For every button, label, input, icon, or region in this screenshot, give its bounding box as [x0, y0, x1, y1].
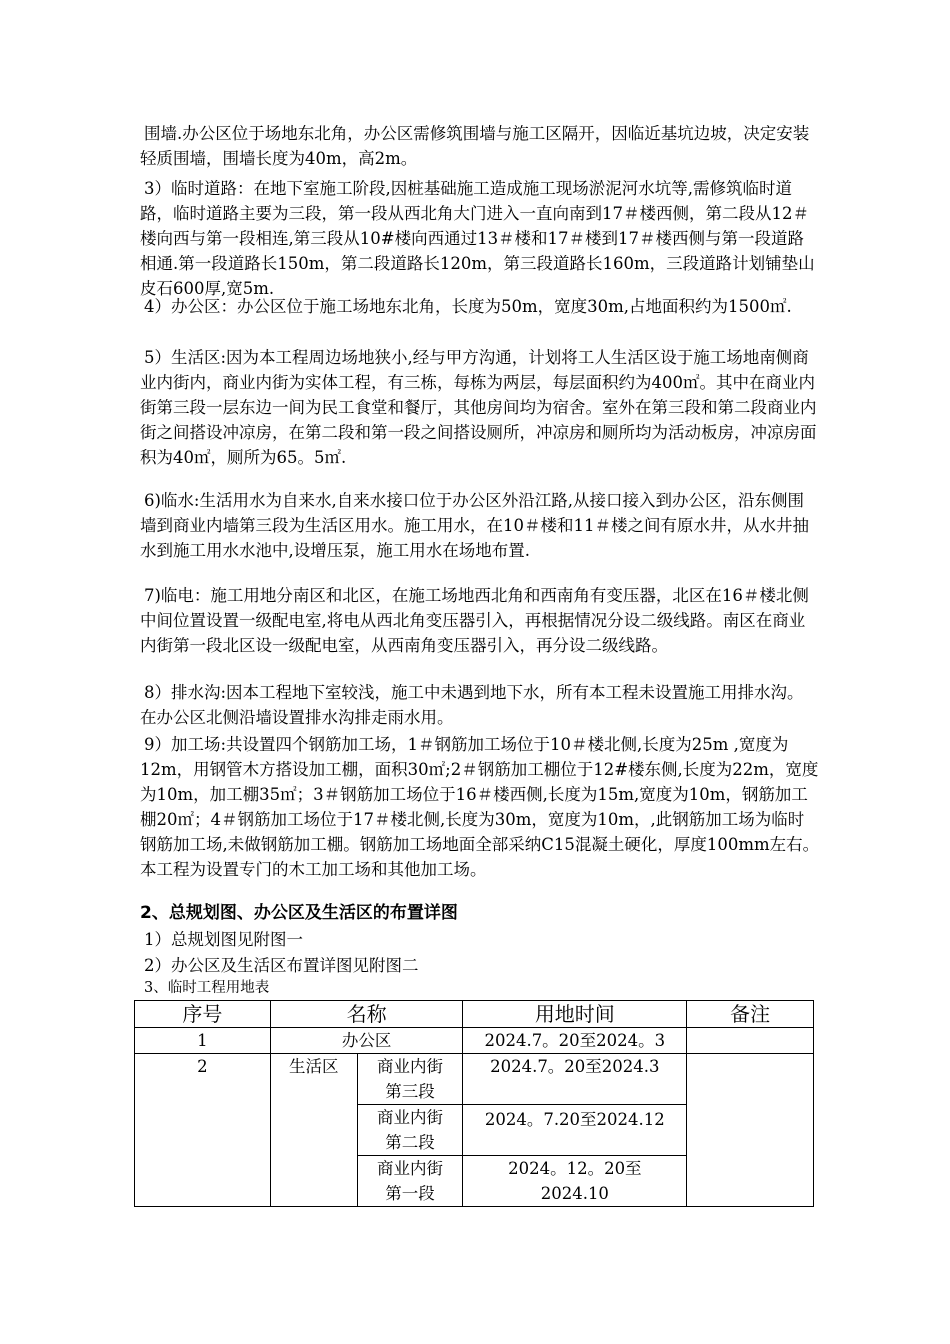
section-item-1: 1）总规划图见附图一 — [144, 930, 303, 949]
cell-remark — [687, 1028, 814, 1054]
paragraph-temporary-power: 7)临电：施工用地分南区和北区，在施工场地西北角和西南角有变压器，北区在16＃楼北侧中间位置设置一级配电室,将电从西北角变压器引入，再根据情况分设二级线路。南区在商业内街第一段北区设一级配电室，从西南角变压器引入，再分设二级线路。 — [140, 586, 809, 655]
section-heading: 2、总规划图、办公区及生活区的布置详图 — [140, 903, 458, 923]
subname-line: 商业内街 — [377, 1159, 444, 1178]
cell-name: 办公区 — [270, 1028, 463, 1054]
time-line: 2024。12。20至 — [508, 1159, 642, 1178]
subname-line: 商业内街 — [377, 1108, 444, 1127]
cell-time — [463, 1156, 687, 1207]
header-name: 名称 — [270, 1001, 463, 1028]
time-line: 2024.7。20至2024.3 — [490, 1057, 660, 1076]
table-title: 3、临时工程用地表 — [144, 980, 270, 996]
cell-subname — [357, 1054, 463, 1105]
time-line: 2024。7.20至2024.12 — [484, 1110, 665, 1129]
paragraph-office-area: 4）办公区：办公区位于施工场地东北角，长度为50m，宽度30m,占地面积约为1500㎡. — [144, 297, 792, 316]
cell-subname — [357, 1156, 463, 1207]
subname-line: 商业内街 — [377, 1057, 444, 1076]
paragraph-temporary-water: 6)临水:生活用水为自来水,自来水接口位于办公区外沿江路,从接口接入到办公区，沿东侧围墙到商业内墙第三段为生活区用水。施工用水，在10＃楼和11＃楼之间有原水井，从水井抽水到施工用水水池中,设增压泵，施工用水在场地布置. — [140, 491, 809, 560]
cell-time — [463, 1054, 687, 1105]
cell-number: 1 — [135, 1028, 271, 1054]
subname-line: 第三段 — [385, 1082, 435, 1101]
section-item-2: 2）办公区及生活区布置详图见附图二 — [144, 956, 419, 975]
header-time: 用地时间 — [463, 1001, 687, 1028]
paragraph-living-area: 5）生活区:因为本工程周边场地狭小,经与甲方沟通，计划将工人生活区设于施工场地南侧商业内街内，商业内街为实体工程，有三栋，每栋为两层，每层面积约为400㎡。其中在商业内街第三段一层东边一间为民工食堂和餐厅，其他房间均为宿舍。室外在第三段和第二段商业内街之间搭设冲凉房，在第二段和第一段之间搭设厕所，冲凉房和厕所均为活动板房，冲凉房面积为40㎡，厕所为65。5㎡. — [140, 348, 817, 467]
cell-time — [463, 1105, 687, 1156]
time-line: 2024.10 — [540, 1184, 609, 1203]
header-number: 序号 — [135, 1001, 271, 1028]
cell-name: 生活区 — [270, 1054, 357, 1207]
paragraph-temporary-road: 3）临时道路：在地下室施工阶段,因桩基础施工造成施工现场淤泥河水坑等,需修筑临时道路，临时道路主要为三段，第一段从西北角大门进入一直向南到17＃楼西侧，第二段从12＃楼向西与第一段相连,第三段从10#楼向西通过13＃楼和17＃楼到17＃楼西侧与第一段道路相通.第一段道路长150m，第二段道路长120m，第三段道路长160m，三段道路计划铺垫山皮石600厚,宽5m. — [140, 179, 815, 298]
cell-time: 2024.7。20至2024。3 — [463, 1028, 687, 1054]
paragraph-fence: 围墙.办公区位于场地东北角，办公区需修筑围墙与施工区隔开，因临近基坑边坡，决定安装轻质围墙，围墙长度为40m，高2m。 — [140, 124, 810, 168]
cell-remark — [687, 1054, 814, 1207]
subname-line: 第一段 — [385, 1184, 435, 1203]
land-use-table — [134, 1000, 814, 1207]
paragraph-drainage: 8）排水沟:因本工程地下室较浅，施工中未遇到地下水，所有本工程未设置施工用排水沟。在办公区北侧沿墙设置排水沟排走雨水用。 — [140, 683, 804, 727]
table-row — [135, 1028, 814, 1054]
header-remark: 备注 — [687, 1001, 814, 1028]
paragraph-processing-yard: 9）加工场:共设置四个钢筋加工场，1＃钢筋加工场位于10＃楼北侧,长度为25m ,宽度为12m，用钢管木方搭设加工棚，面积30㎡;2＃钢筋加工棚位于12#楼东侧,长度为22m，宽度为10m，加工棚35㎡；3＃钢筋加工场位于16＃楼西侧,长度为15m,宽度为10m，钢筋加工棚20㎡；4＃钢筋加工场位于17＃楼北侧,长度为30m，宽度为10m，,此钢筋加工场为临时钢筋加工场,未做钢筋加工棚。钢筋加工场地面全部采纳C15混凝土硬化，厚度100mm左右。本工程为设置专门的木工加工场和其他加工场。 — [140, 735, 820, 879]
cell-subname — [357, 1105, 463, 1156]
cell-number: 2 — [135, 1054, 271, 1207]
table-header-row — [135, 1001, 814, 1028]
table-row — [135, 1054, 814, 1105]
subname-line: 第二段 — [385, 1133, 435, 1152]
